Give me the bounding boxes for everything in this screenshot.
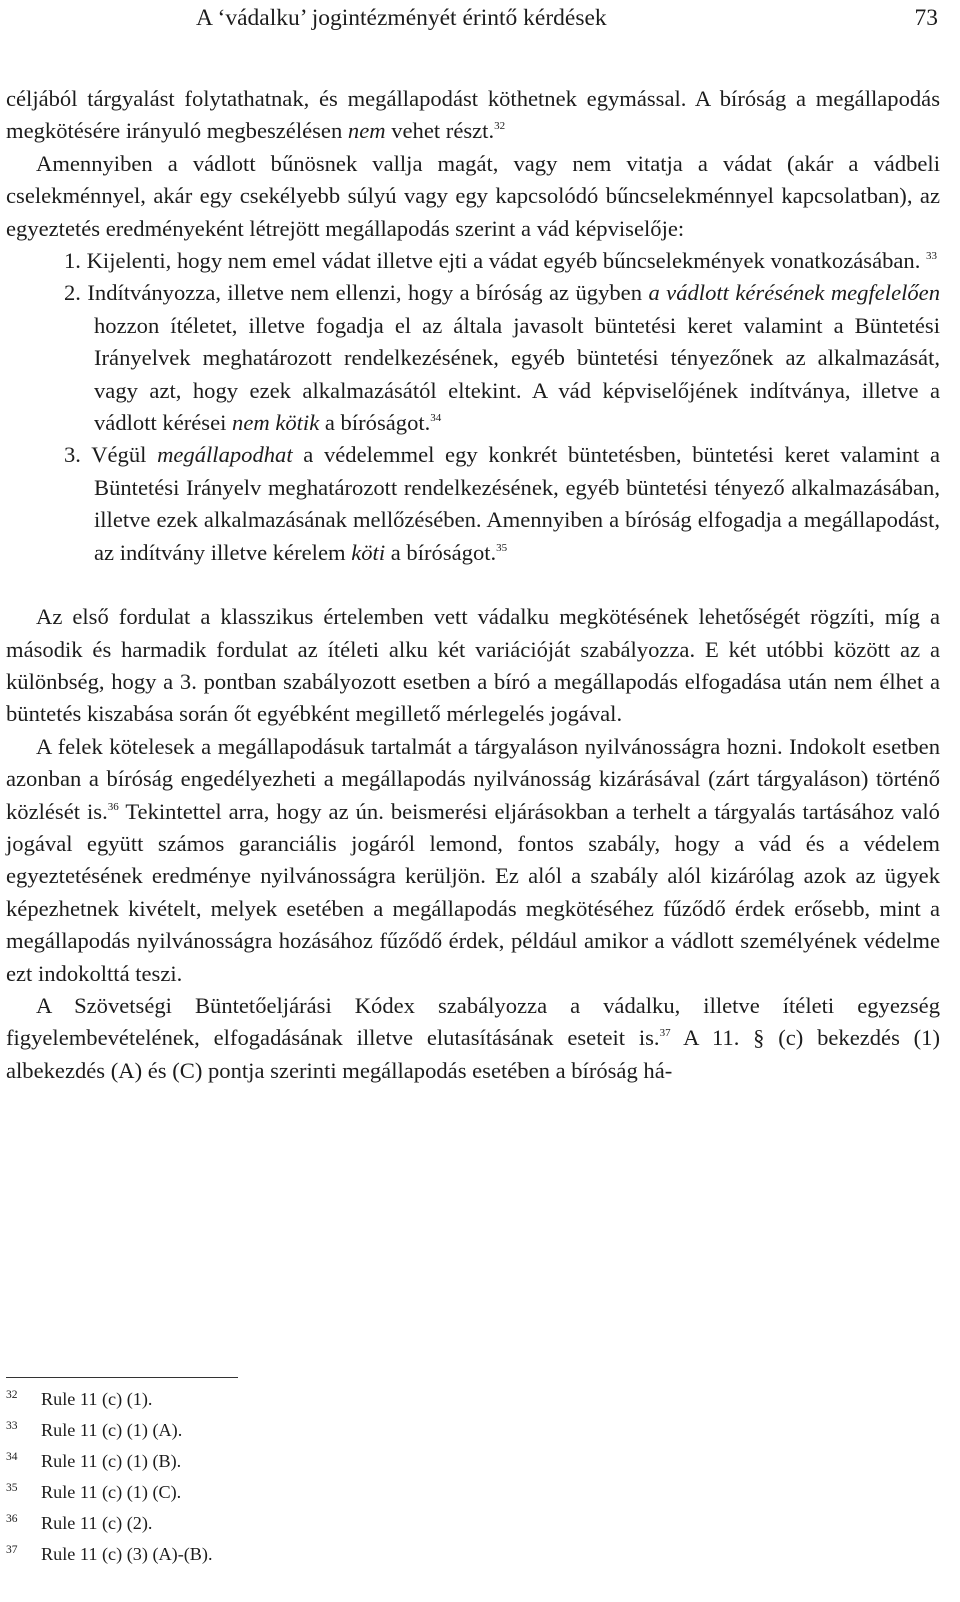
list-item-2: 2. Indítványozza, illetve nem ellenzi, hogy a bíróság az ügyben a vádlott kérésének megfelelően hozzon ítéletet, illetve fogadja el az általa javasolt büntetési keret valamint a Büntetési Irányelvek meghatározott rendelkezésének, egyéb büntetési tényezőnek az alkalmazását, vagy azt, hogy ezek alkalmazásától eltekint. A vád képviselőjének indítványa, illetve a vádlott kérései nem kötik a bíróságot.$^{34}$	[64, 280, 940, 436]
paragraph-federal-code: A Szövetségi Büntetőeljárási Kódex szabályozza a vádalku, illetve ítéleti egyezség figyelembevételének, elfogadásának illetve elutasításának eseteit is.$^{37}$ A 11. § (c) bekezdés (1) albekezdés (A) és (C) pontja szerinti megállapodás esetében a bíróság há-	[6, 992, 940, 1083]
paragraph-disclosure: A felek kötelesek a megállapodásuk tartalmát a tárgyaláson nyilvánosságra hozni. Indokolt esetben azonban a bíróság engedélyezheti a megállapodás nyilvánosság kizárásával (zárt tárgyaláson) történő közlését is.$^{36}$ Tekintettel arra, hogy az ún. beismerési eljárásokban a terhelt a tárgyalás tartásához való jogával együtt számos garanciális jogáról lemond, fontos szabály, hogy a vád és a védelem egyeztetésének eredménye nyilvánosságra kerüljön. Ez alól a szabály alól kizárólag azok az ügyek képezhetnek kivételt, melyek esetében a megállapodás megkötéséhez fűződő érdek erősebb, mint a megállapodás nyilvánosságra hozásához fűződő érdek, például amikor a vádlott személyének védelme ezt indokolttá teszi.	[6, 733, 940, 986]
footnote-33: 33 Rule 11 (c) (1) (A).	[6, 1420, 183, 1440]
paragraph-first-variant: Az első fordulat a klasszikus értelemben vett vádalku megkötésének lehetőségét rögzíti, míg a második és harmadik fordulat az ítéleti alku két variációját szabályozza. E két utóbbi között az a különbség, hogy a 3. pontban szabályozott esetben a bíró a megállapodás elfogadása után nem élhet a büntetés kiszabása során őt egyébként megillető mérlegelés jogával.	[6, 604, 940, 727]
footnote-ref-34[interactable]: 34	[430, 412, 442, 425]
footnote-32: 32 Rule 11 (c) (1).	[6, 1389, 153, 1409]
running-title: A ‘vádalku’ jogintézményét érintő kérdések	[196, 5, 607, 31]
list-item-3: 3. Végül megállapodhat a védelemmel egy konkrét büntetésben, büntetési keret valamint a Büntetési Irányelv meghatározott rendelkezésének, egyéb büntetési tényező alkalmazásában, illetve ezek alkalmazásának mellőzésében. Amennyiben a bíróság elfogadja a megállapodást, az indítvány illetve kérelem köti a bíróságot.$^{35}$	[64, 442, 940, 565]
list-item-1: 1. Kijelenti, hogy nem emel vádat illetve ejti a vádat egyéb bűncselekmények vonatkozásában. $^{33}$	[64, 248, 938, 274]
footnote-ref-33[interactable]: 33	[926, 250, 938, 263]
paragraph-conditions: Amennyiben a vádlott bűnösnek vallja magát, vagy nem vitatja a vádat (akár a vádbeli cselekménnyel, akár egy csekélyebb súlyú vagy egy kapcsolódó bűncselekménnyel kapcsolatban), az egyeztetés eredményeként létrejött megállapodás szerint a vád képviselője:	[6, 150, 940, 241]
footnote-37: 37 Rule 11 (c) (3) (A)-(B).	[6, 1544, 213, 1564]
footnote-separator	[6, 1377, 238, 1378]
paragraph-spacer	[6, 569, 940, 601]
footnote-ref-32[interactable]: 32	[494, 120, 506, 133]
page-number: 73	[914, 5, 938, 31]
footnote-ref-35[interactable]: 35	[496, 541, 508, 554]
paragraph-continuation: céljából tárgyalást folytathatnak, és megállapodást köthetnek egymással. A bíróság a megállapodás megkötésére irányuló megbeszélésen nem vehet részt.$^{32}$	[6, 86, 940, 144]
footnote-34: 34 Rule 11 (c) (1) (B).	[6, 1451, 182, 1471]
running-header	[0, 2, 960, 34]
footnote-ref-36[interactable]: 36	[107, 800, 119, 813]
footnote-36: 36 Rule 11 (c) (2).	[6, 1513, 153, 1533]
body-text	[6, 83, 940, 1087]
footnote-35: 35 Rule 11 (c) (1) (C).	[6, 1482, 182, 1502]
footnote-ref-37[interactable]: 37	[659, 1027, 671, 1040]
footnotes	[6, 1384, 606, 1570]
